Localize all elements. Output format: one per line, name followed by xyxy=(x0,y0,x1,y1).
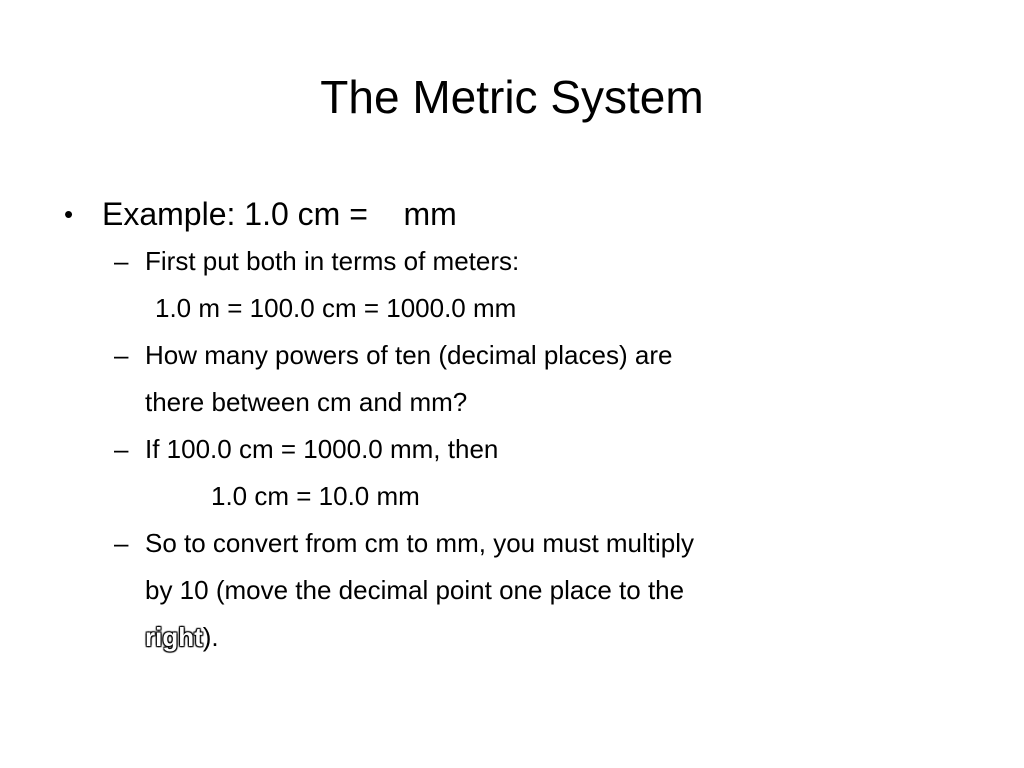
sub-bullet-text: So to convert from cm to mm, you must multiply xyxy=(145,528,695,558)
main-bullet xyxy=(60,190,960,238)
closing-punctuation: ). xyxy=(202,622,219,652)
sub-bullet-fourth xyxy=(60,520,945,661)
sub-bullet-third xyxy=(60,426,945,520)
sub-bullet-first xyxy=(60,238,945,332)
sub-bullet-text-continued: there between cm and mm? xyxy=(145,387,468,417)
equation-text: 1.0 cm = 10.0 mm xyxy=(211,481,420,511)
dash-icon: – xyxy=(114,528,129,558)
bullet-dot-icon: • xyxy=(64,199,74,229)
sub-bullet-second xyxy=(60,332,945,426)
sub-bullet-text-continued: by 10 (move the decimal point one place to the xyxy=(145,575,685,605)
sub-bullet-text-final xyxy=(145,614,945,661)
sub-bullet-text: First put both in terms of meters: xyxy=(145,246,520,276)
bullet-list xyxy=(60,190,960,661)
emphasis-word: right xyxy=(145,622,203,652)
sub-bullet-text: If 100.0 cm = 1000.0 mm, then xyxy=(145,434,499,464)
dash-icon: – xyxy=(114,340,129,370)
sub-bullet-list xyxy=(60,238,960,661)
dash-icon: – xyxy=(114,434,129,464)
equation-text: 1.0 m = 100.0 cm = 1000.0 mm xyxy=(155,293,517,323)
dash-icon: – xyxy=(114,246,129,276)
slide-title: The Metric System xyxy=(320,71,704,123)
example-text: Example: 1.0 cm = mm xyxy=(102,196,457,232)
sub-bullet-text: How many powers of ten (decimal places) are xyxy=(145,340,673,370)
